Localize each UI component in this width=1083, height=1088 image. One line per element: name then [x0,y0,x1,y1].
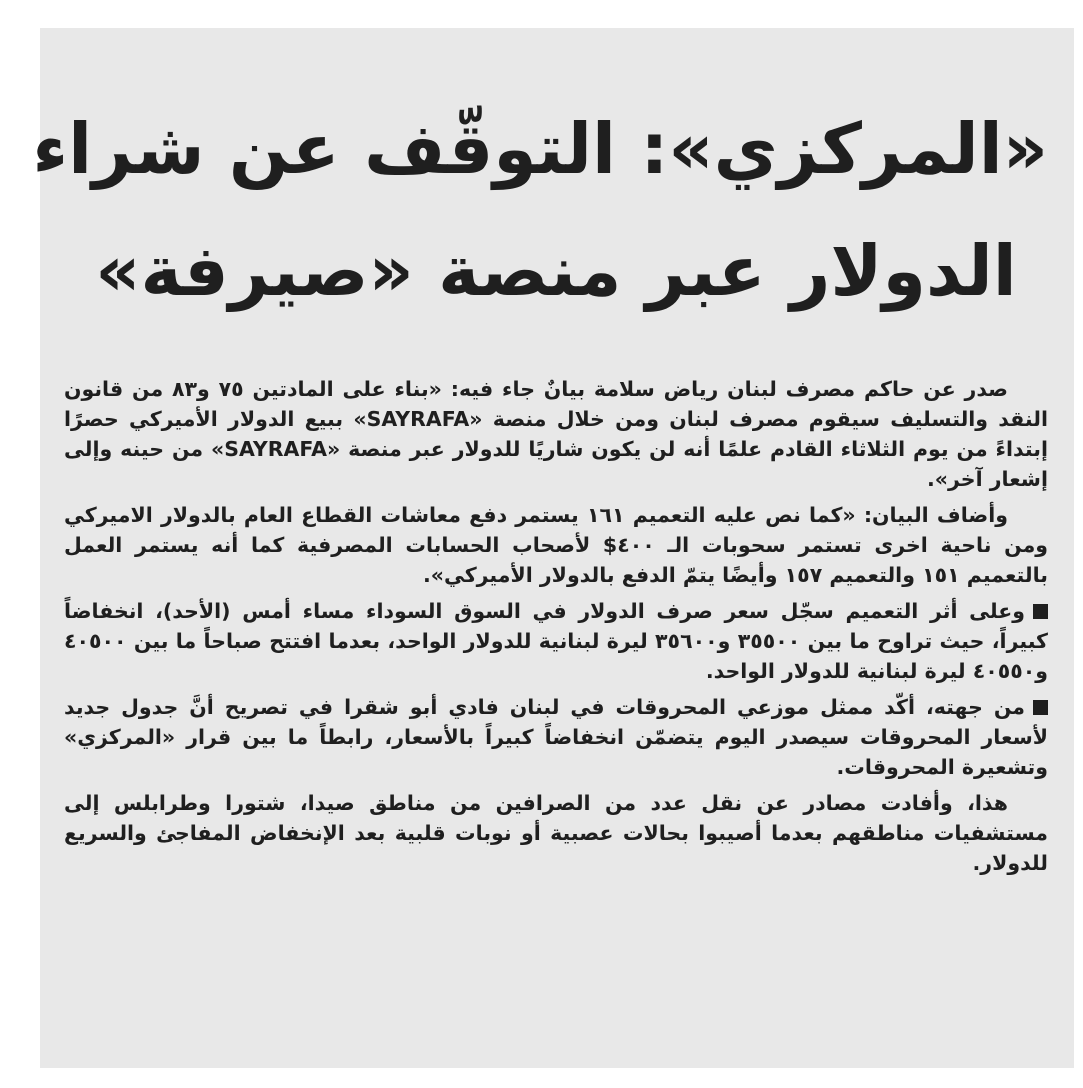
headline-line-1: «المركزي»: التوقّف عن شراء [32,108,1048,190]
square-bullet-icon [1033,700,1048,715]
article-body [64,374,1048,878]
article-paragraph-2: وأضاف البيان: «كما نص عليه التعميم ١٦١ يستمر دفع معاشات القطاع العام بالدولار الاميركي ومن ناحية اخرى تستمر سحوبات الـ ٤٠٠$ لأصحاب الحسابات المصرفية كما أنه يستمر العمل بالتعميم ١٥١ والتعميم ١٥٧ وأيضًا يتمّ الدفع بالدولار الأميركي». [64,503,1049,587]
article-paragraph-4-text: من جهته، أكّد ممثل موزعي المحروقات في لبنان فادي أبو شقرا في تصريح أنَّ جدول جديد لأسعار المحروقات سيصدر اليوم يتضمّن انخفاضاً كبيراً بالأسعار، رابطاً ما بين قرار «المركزي» وتشعيرة المحروقات. [64,695,1048,779]
headline-line-2: الدولار عبر منصة «صيرفة» [95,230,1017,312]
article-paragraph-4 [64,692,1048,782]
article-paragraph-1: صدر عن حاكم مصرف لبنان رياض سلامة بيانٌ جاء فيه: «بناء على المادتين ٧٥ و٨٣ من قانون النقد والتسليف سيقوم مصرف لبنان ومن خلال منصة «SAYRAFA» ببيع الدولار الأميركي حصرًا إبتداءً من يوم الثلاثاء القادم علمًا أنه لن يكون شاريًا للدولار عبر منصة «SAYRAFA» من حينه وإلى إشعار آخر». [64,377,1048,491]
newspaper-clipping [32,28,1074,1068]
article-paragraph-5: هذا، وأفادت مصادر عن نقل عدد من الصرافين من مناطق صيدا، شتورا وطرابلس إلى مستشفيات مناطقهم بعدما أصيبوا بحالات عصبية أو نوبات قلبية بعد الإنخفاض المفاجئ والسريع للدولار. [64,791,1048,875]
headline [32,28,1048,332]
square-bullet-icon [1033,604,1048,619]
article-paragraph-3 [64,596,1048,686]
article-paragraph-3-text: وعلى أثر التعميم سجّل سعر صرف الدولار في السوق السوداء مساء أمس (الأحد)، انخفاضاً كبيراً، حيث تراوح ما بين ٣٥٥٠٠ و٣٥٦٠٠ ليرة لبنانية للدولار الواحد، بعدما افتتح صباحاً ما بين ٤٠٥٠٠ و٤٠٥٥٠ ليرة لبنانية للدولار الواحد. [64,599,1048,683]
